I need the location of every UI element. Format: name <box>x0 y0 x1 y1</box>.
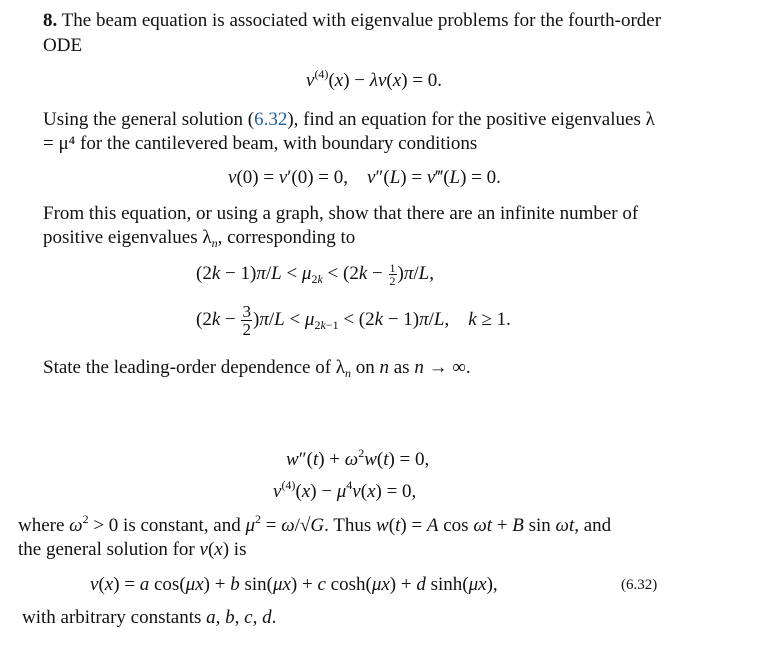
problem-intro-line-2 <box>43 34 763 58</box>
para2-text: = μ⁴ for the cantilevered beam, with boundary conditions <box>43 133 478 154</box>
intro-text-2: ODE <box>43 35 83 56</box>
inequality-odd: (2k − $\frac{3}{2}$ )$\pi/L < \mu_{2k-1} < (2k - 1)\pi/L$, k ≥ 1. <box>196 302 511 339</box>
intro-text-1: The beam equation is associated with eigenvalue problems for the fourth-order <box>61 10 662 31</box>
paragraph-line-1 <box>43 108 763 132</box>
para1-text-a: Using the general solution ( <box>43 109 255 130</box>
equation-general-solution: v(x) = a cos(μx) + b sin(μx) + c cosh(μx) + d sinh(μx), <box>90 574 498 595</box>
problem-intro-line-1 <box>43 9 763 33</box>
equation-ode: $v^{(4)}(x) - \lambda v(x) = 0$. <box>306 67 442 91</box>
equation-boundary-conditions: v(0) = v′(0) = 0, v″(L) = v‴(L) = 0. <box>228 167 501 188</box>
paragraph-line-2 <box>43 132 763 156</box>
paragraph-line-5: State the leading-order dependence of $\lambda_n$ on n as n → ∞. <box>43 357 471 380</box>
paragraph-line-8: with arbitrary constants a, b, c, d. <box>22 607 277 628</box>
paragraph-line-7: the general solution for v(x) is <box>18 539 247 560</box>
para1-text-b: ), find an equation for the positive eigenvalues λ <box>287 109 655 130</box>
equation-v: $v^{(4)}(x) - \mu^4v(x) = 0$, <box>273 478 417 502</box>
paragraph-line-6: where $\omega^2 > 0$ is constant, and $\mu^2 = \omega/√G$. Thus w(t) = A cos ωt + B sin ωt, and <box>18 512 612 536</box>
equation-ref-link[interactable]: 6.32 <box>254 109 288 130</box>
paragraph-line-4: positive eigenvalues $\lambda_n$, corresponding to <box>43 227 356 250</box>
problem-number: 8. <box>43 10 58 31</box>
inequality-even: $(2k - 1)\pi/L < \mu_{2k} < (2k$ − $\frac{1}{2}$ )π/L, <box>196 261 434 289</box>
equation-number: (6.32) <box>621 577 658 593</box>
para3-text: From this equation, or using a graph, show that there are an infinite number of <box>43 203 639 224</box>
paragraph-line-3 <box>43 202 763 226</box>
equation-w: $w''(t) + \omega^2w(t) = 0$, <box>286 446 430 470</box>
